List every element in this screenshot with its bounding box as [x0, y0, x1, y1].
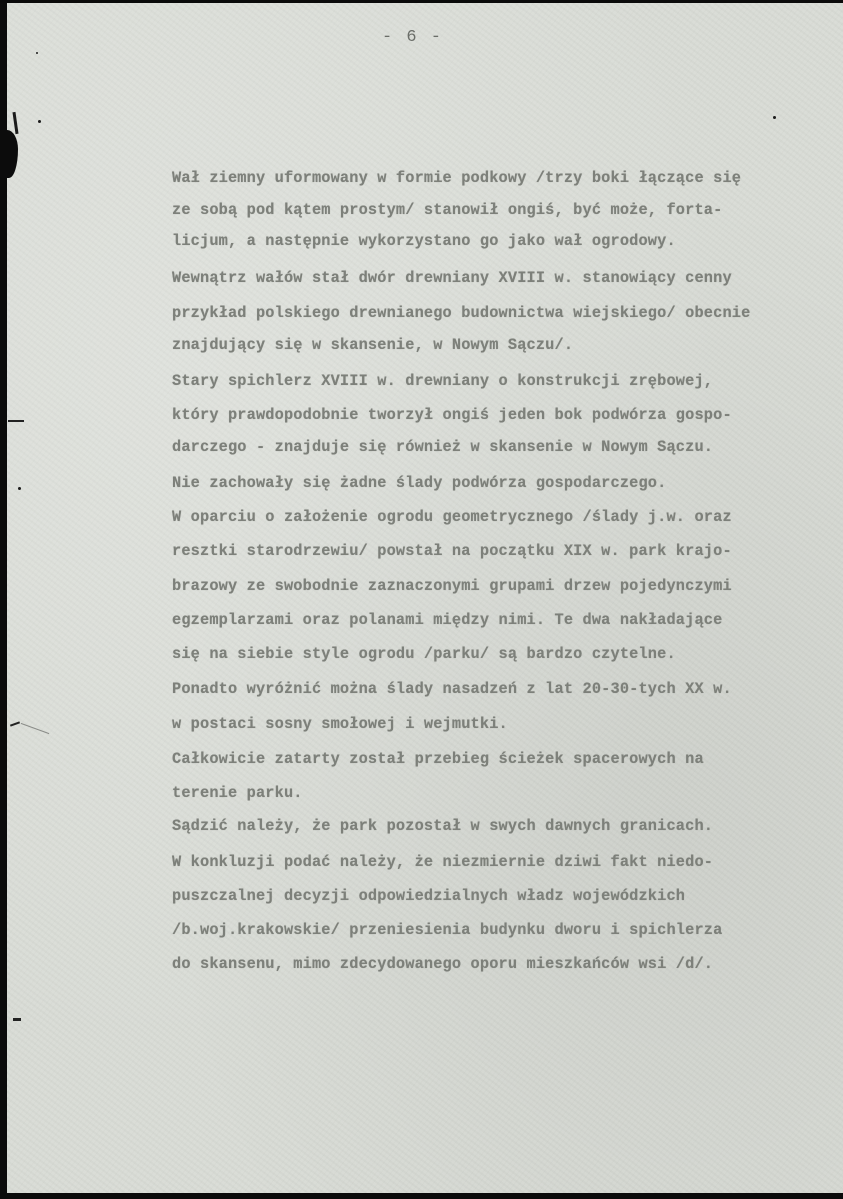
text-line: znajdujący się w skansenie, w Nowym Sączu/. [172, 336, 574, 354]
text-line: Nie zachowały się żadne ślady podwórza gospodarczego. [172, 474, 667, 492]
text-line: licjum, a następnie wykorzystano go jako wał ogrodowy. [172, 232, 676, 250]
scan-edge-bottom [0, 1193, 843, 1199]
text-line: który prawdopodobnie tworzył ongiś jeden bok podwórza gospo- [172, 406, 732, 424]
text-line: egzemplarzami oraz polanami między nimi. Te dwa nakładające [172, 611, 723, 629]
margin-dot [38, 120, 41, 123]
text-line: przykład polskiego drewnianego budownictwa wiejskiego/ obecnie [172, 304, 751, 322]
text-line: Wewnątrz wałów stał dwór drewniany XVIII w. stanowiący cenny [172, 269, 732, 287]
text-line: Ponadto wyróżnić można ślady nasadzeń z lat 20-30-tych XX w. [172, 680, 732, 698]
text-line: resztki starodrzewiu/ powstał na początku XIX w. park krajo- [172, 542, 732, 560]
text-line: W oparciu o założenie ogrodu geometrycznego /ślady j.w. oraz [172, 508, 732, 526]
text-line: Wał ziemny uformowany w formie podkowy /trzy boki łączące się [172, 169, 742, 187]
text-line: ze sobą pod kątem prostym/ stanowił ongiś, być może, forta- [172, 201, 723, 219]
text-line: /b.woj.krakowskie/ przeniesienia budynku dworu i spichlerza [172, 921, 723, 939]
text-line: do skansenu, mimo zdecydowanego oporu mieszkańców wsi /d/. [172, 955, 714, 973]
margin-dot [18, 487, 21, 490]
text-line: darczego - znajduje się również w skansenie w Nowym Sączu. [172, 438, 714, 456]
margin-tick [8, 420, 24, 422]
text-line: W konkluzji podać należy, że niezmiernie dziwi fakt niedo- [172, 853, 714, 871]
margin-tick [13, 1018, 21, 1021]
text-line: Stary spichlerz XVIII w. drewniany o konstrukcji zrębowej, [172, 372, 714, 390]
text-line: brazowy ze swobodnie zaznaczonymi grupami drzew pojedynczymi [172, 577, 732, 595]
text-line: Sądzić należy, że park pozostał w swych dawnych granicach. [172, 817, 714, 835]
page-number: - 6 - [382, 28, 444, 47]
text-line: puszczalnej decyzji odpowiedzialnych władz wojewódzkich [172, 887, 686, 905]
margin-dot [36, 52, 38, 54]
margin-dot [773, 116, 776, 119]
text-line: w postaci sosny smołowej i wejmutki. [172, 715, 508, 733]
text-line: się na siebie style ogrodu /parku/ są bardzo czytelne. [172, 645, 676, 663]
text-line: terenie parku. [172, 784, 303, 802]
text-line: Całkowicie zatarty został przebieg ścieżek spacerowych na [172, 750, 704, 768]
